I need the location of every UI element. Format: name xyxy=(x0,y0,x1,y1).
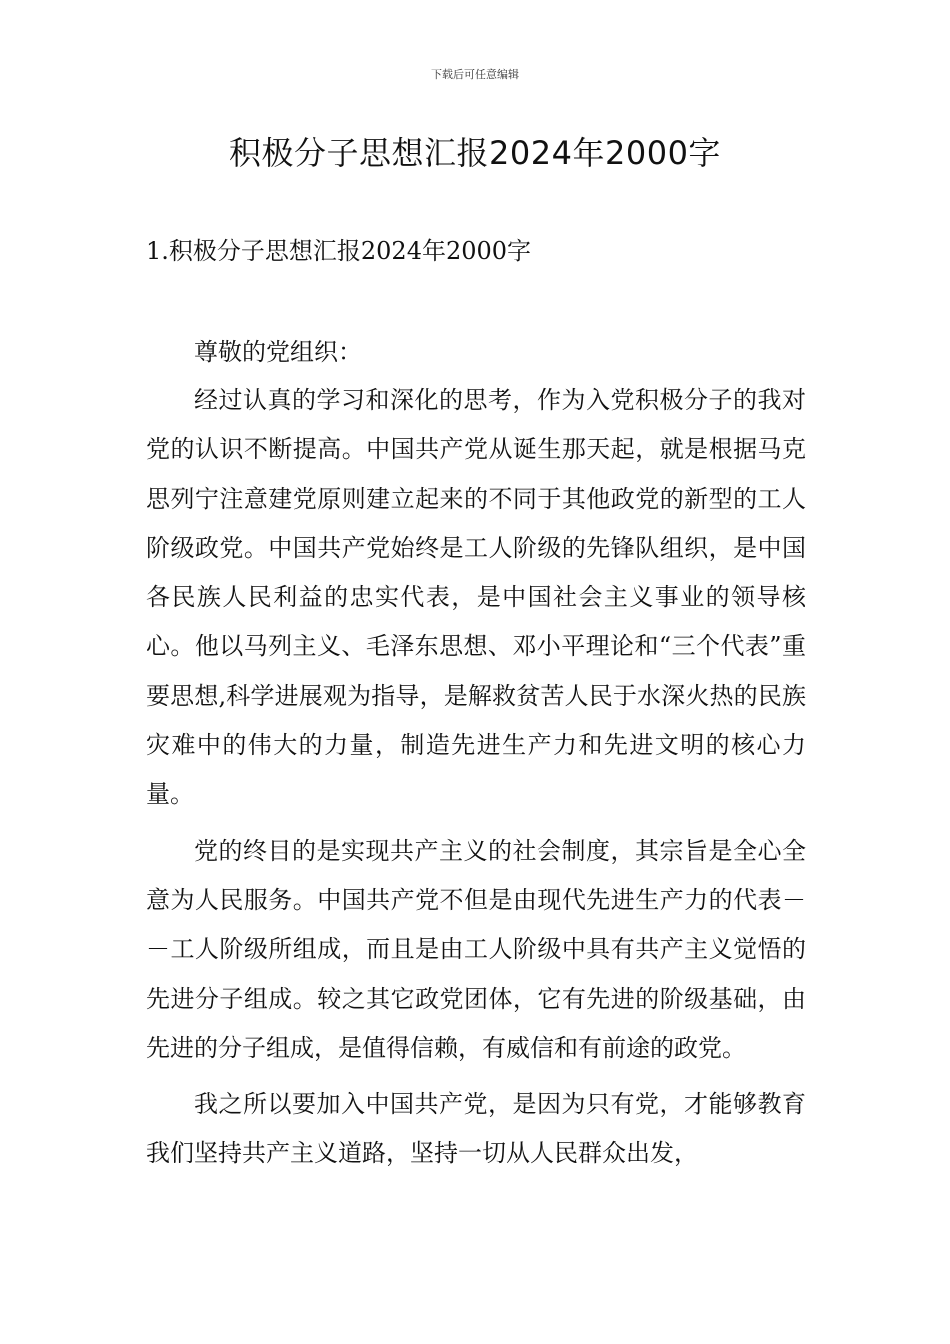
paragraph: 党的终目的是实现共产主义的社会制度，其宗旨是全心全意为人民服务。中国共产党不但是由现代先进生产力的代表－－工人阶级所组成，而且是由工人阶级中具有共产主义觉悟的先进分子组成。较之其它政党团体，它有先进的阶级基础，由先进的分子组成，是值得信赖，有威信和有前途的政党。 xyxy=(146,836,806,1062)
section-heading: 1.积极分子思想汇报2024年2000字 xyxy=(146,237,532,265)
paragraph: 我之所以要加入中国共产党，是因为只有党，才能够教育我们坚持共产主义道路，坚持一切从人民群众出发， xyxy=(146,1090,806,1168)
body-text xyxy=(146,376,806,1179)
paragraph: 经过认真的学习和深化的思考，作为入党积极分子的我对党的认识不断提高。中国共产党从诞生那天起，就是根据马克思列宁注意建党原则建立起来的不同于其他政党的新型的工人阶级政党。中国共产党始终是工人阶级的先锋队组织，是中国各民族人民利益的忠实代表，是中国社会主义事业的领导核心。他以马列主义、毛泽东思想、邓小平理论和“三个代表”重要思想,科学进展观为指导，是解救贫苦人民于水深火热的民族灾难中的伟大的力量，制造先进生产力和先进文明的核心力量。 xyxy=(146,386,806,809)
document-title: 积极分子思想汇报2024年2000字 xyxy=(229,134,721,172)
header-note: 下载后可任意编辑 xyxy=(431,68,519,81)
salutation: 尊敬的党组织： xyxy=(194,338,362,366)
